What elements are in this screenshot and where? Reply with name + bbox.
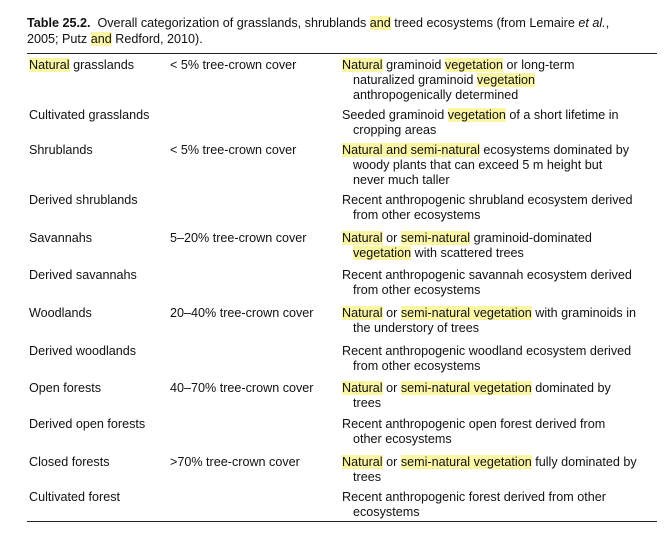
description-text: trees bbox=[353, 470, 381, 484]
description-text: from other ecosystems bbox=[353, 283, 481, 297]
ecosystem-name: Derived savannahs bbox=[29, 268, 137, 282]
caption-highlight-and: and bbox=[369, 16, 391, 30]
ecosystem-name: Derived woodlands bbox=[29, 344, 137, 358]
description-text: Recent anthropogenic forest derived from other bbox=[342, 490, 606, 504]
description-text: other ecosystems bbox=[353, 432, 452, 446]
tree-crown-cover: 40–70% tree-crown cover bbox=[170, 381, 314, 395]
caption-text: , bbox=[605, 16, 610, 30]
table-caption bbox=[27, 15, 657, 47]
ecosystem-name: Open forests bbox=[29, 381, 102, 395]
description-line bbox=[342, 359, 662, 374]
highlight: semi-natural bbox=[400, 231, 471, 245]
ecosystem-description bbox=[342, 381, 662, 411]
description-line bbox=[342, 505, 662, 520]
description-text: ecosystems dominated by bbox=[479, 143, 630, 157]
description-text: of a short lifetime in bbox=[505, 108, 619, 122]
description-text: cropping areas bbox=[353, 123, 437, 137]
highlight: semi-natural vegetation bbox=[400, 381, 532, 395]
ecosystem-name: Natural grasslands bbox=[29, 58, 135, 72]
highlight: Natural bbox=[342, 455, 383, 469]
ecosystem-description bbox=[342, 490, 662, 520]
ecosystem-description bbox=[342, 108, 662, 138]
description-line bbox=[342, 73, 662, 88]
description-text: with graminoids in bbox=[531, 306, 637, 320]
description-text: Seeded graminoid bbox=[342, 108, 448, 122]
ecosystem-description bbox=[342, 455, 662, 485]
caption-text: Redford, 2010). bbox=[115, 32, 203, 46]
description-text: dominated by bbox=[531, 381, 611, 395]
description-text: Recent anthropogenic open forest derived from bbox=[342, 417, 606, 431]
description-line bbox=[342, 58, 662, 73]
description-line bbox=[342, 455, 662, 470]
description-line bbox=[342, 143, 662, 158]
highlight: vegetation bbox=[476, 73, 536, 87]
highlight: Natural bbox=[342, 231, 383, 245]
table-label: Table 25.2. bbox=[27, 16, 91, 30]
description-text: or bbox=[382, 455, 401, 469]
description-line bbox=[342, 283, 662, 298]
caption-etal: et al. bbox=[578, 16, 606, 30]
description-text: or bbox=[382, 231, 401, 245]
tree-crown-cover: < 5% tree-crown cover bbox=[170, 58, 297, 72]
description-text: with scattered trees bbox=[411, 246, 524, 260]
highlight: Natural bbox=[342, 306, 383, 320]
highlight: Natural bbox=[29, 58, 70, 72]
highlight: semi-natural vegetation bbox=[400, 455, 532, 469]
description-text: anthropogenically determined bbox=[353, 88, 519, 102]
highlight: semi-natural vegetation bbox=[400, 306, 532, 320]
description-line bbox=[342, 268, 662, 283]
description-text: naturalized graminoid bbox=[353, 73, 477, 87]
description-text: Recent anthropogenic shrubland ecosystem derived bbox=[342, 193, 633, 207]
description-line bbox=[342, 173, 662, 188]
tree-crown-cover: >70% tree-crown cover bbox=[170, 455, 300, 469]
description-text: ecosystems bbox=[353, 505, 420, 519]
description-line bbox=[342, 158, 662, 173]
description-text: or bbox=[382, 306, 401, 320]
description-text: or long-term bbox=[503, 58, 575, 72]
description-line bbox=[342, 321, 662, 336]
ecosystem-name: Woodlands bbox=[29, 306, 92, 320]
caption-text: treed ecosystems (from Lemaire bbox=[394, 16, 575, 30]
description-line bbox=[342, 88, 662, 103]
ecosystem-name: Closed forests bbox=[29, 455, 110, 469]
description-line bbox=[342, 396, 662, 411]
highlight: Natural and semi-natural bbox=[342, 143, 480, 157]
table-bottom-rule bbox=[27, 521, 657, 522]
description-line bbox=[342, 490, 662, 505]
description-text: woody plants that can exceed 5 m height but bbox=[353, 158, 603, 172]
ecosystem-description bbox=[342, 417, 662, 447]
ecosystem-description bbox=[342, 193, 662, 223]
description-text: graminoid bbox=[382, 58, 445, 72]
description-line bbox=[342, 417, 662, 432]
highlight: vegetation bbox=[444, 58, 504, 72]
ecosystem-name: Derived open forests bbox=[29, 417, 146, 431]
description-text: from other ecosystems bbox=[353, 359, 481, 373]
ecosystem-name: Cultivated forest bbox=[29, 490, 120, 504]
ecosystem-name: Savannahs bbox=[29, 231, 93, 245]
ecosystem-description bbox=[342, 231, 662, 261]
highlight: vegetation bbox=[353, 246, 412, 260]
description-text: fully dominated by bbox=[531, 455, 637, 469]
ecosystem-description bbox=[342, 58, 662, 103]
description-text: Recent anthropogenic woodland ecosystem derived bbox=[342, 344, 632, 358]
description-line bbox=[342, 306, 662, 321]
description-line bbox=[342, 381, 662, 396]
description-text: the understory of trees bbox=[353, 321, 480, 335]
description-text: Recent anthropogenic savannah ecosystem derived bbox=[342, 268, 632, 282]
highlight: vegetation bbox=[447, 108, 506, 122]
description-line bbox=[342, 246, 662, 261]
description-line bbox=[342, 123, 662, 138]
description-line bbox=[342, 208, 662, 223]
highlight: Natural bbox=[342, 381, 383, 395]
description-line bbox=[342, 432, 662, 447]
description-line bbox=[342, 108, 662, 123]
description-line bbox=[342, 470, 662, 485]
description-text: trees bbox=[353, 396, 381, 410]
ecosystem-name: Cultivated grasslands bbox=[29, 108, 150, 122]
caption-highlight-and: and bbox=[90, 32, 112, 46]
table-top-rule bbox=[27, 53, 657, 54]
description-line bbox=[342, 344, 662, 359]
description-text: from other ecosystems bbox=[353, 208, 481, 222]
description-line bbox=[342, 231, 662, 246]
ecosystem-name: Shrublands bbox=[29, 143, 93, 157]
ecosystem-name: Derived shrublands bbox=[29, 193, 138, 207]
caption-text: Overall categorization of grasslands, shrublands bbox=[97, 16, 367, 30]
description-text: never much taller bbox=[353, 173, 450, 187]
ecosystem-description bbox=[342, 268, 662, 298]
tree-crown-cover: 5–20% tree-crown cover bbox=[170, 231, 307, 245]
ecosystem-description bbox=[342, 143, 662, 188]
tree-crown-cover: 20–40% tree-crown cover bbox=[170, 306, 314, 320]
highlight: Natural bbox=[342, 58, 383, 72]
description-text: or bbox=[382, 381, 401, 395]
ecosystem-description bbox=[342, 344, 662, 374]
tree-crown-cover: < 5% tree-crown cover bbox=[170, 143, 297, 157]
caption-text: 2005; Putz bbox=[27, 32, 88, 46]
ecosystem-description bbox=[342, 306, 662, 336]
description-line bbox=[342, 193, 662, 208]
description-text: graminoid-dominated bbox=[470, 231, 592, 245]
